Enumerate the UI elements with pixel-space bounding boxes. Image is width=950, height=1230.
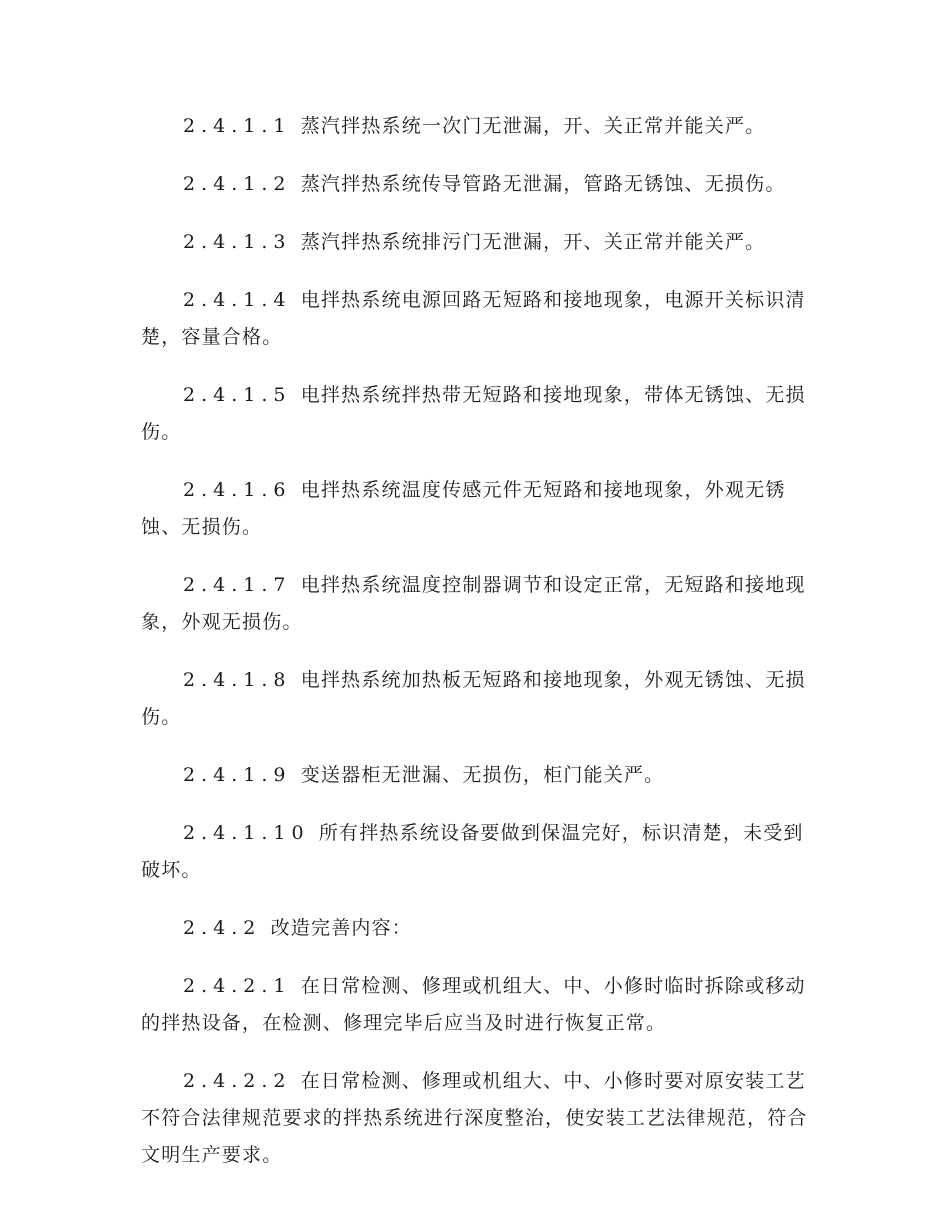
clause-text: 在日常检测、修理或机组大、中、小修时临时拆除或移动的拌热设备，在检测、修理完毕后应当及时进行恢复正常。 [141,975,806,1034]
clause-number: 2.4.1.2 [183,173,292,195]
clause-text: 电拌热系统电源回路无短路和接地现象，电源开关标识清楚，容量合格。 [141,289,806,348]
section-2-4-2 [141,910,811,947]
clause-2-4-1-7 [141,567,811,641]
document-page [141,108,811,1195]
clause-text: 电拌热系统拌热带无短路和接地现象，带体无锈蚀、无损伤。 [141,384,806,443]
clause-number: 2.4.1.6 [183,479,292,501]
clause-2-4-1-4 [141,282,811,356]
clause-number: 2.4.1.10 [183,822,310,844]
clause-number: 2.4.2 [183,917,262,939]
clause-text: 蒸汽拌热系统传导管路无泄漏，管路无锈蚀、无损伤。 [300,173,786,195]
clause-2-4-1-10 [141,815,811,889]
clause-2-4-1-6 [141,472,811,546]
clause-text: 在日常检测、修理或机组大、中、小修时要对原安装工艺不符合法律规范要求的拌热系统进行深度整治，使安装工艺法律规范，符合文明生产要求。 [141,1070,808,1166]
clause-number: 2.4.2.1 [183,975,292,997]
clause-number: 2.4.1.1 [183,115,292,137]
clause-2-4-1-8 [141,662,811,736]
clause-number: 2.4.2.2 [183,1070,292,1092]
clause-2-4-1-2 [141,166,811,203]
clause-number: 2.4.1.5 [183,384,292,406]
clause-number: 2.4.1.3 [183,231,292,253]
clause-text: 蒸汽拌热系统排污门无泄漏，开、关正常并能关严。 [300,231,766,253]
clause-text: 蒸汽拌热系统一次门无泄漏，开、关正常并能关严。 [300,115,766,137]
clause-text: 电拌热系统温度控制器调节和设定正常，无短路和接地现象，外观无损伤。 [141,574,806,633]
clause-2-4-1-9 [141,757,811,794]
clause-text: 电拌热系统加热板无短路和接地现象，外观无锈蚀、无损伤。 [141,669,806,728]
clause-number: 2.4.1.8 [183,669,292,691]
clause-text: 变送器柜无泄漏、无损伤，柜门能关严。 [300,764,665,786]
clause-number: 2.4.1.7 [183,574,292,596]
clause-text: 所有拌热系统设备要做到保温完好，标识清楚，未受到破坏。 [141,822,804,881]
clause-number: 2.4.1.4 [183,289,292,311]
clause-2-4-2-1 [141,968,811,1042]
clause-number: 2.4.1.9 [183,764,292,786]
clause-2-4-1-1 [141,108,811,145]
clause-2-4-1-3 [141,224,811,261]
clause-2-4-2-2 [141,1063,811,1174]
clause-text: 电拌热系统温度传感元件无短路和接地现象，外观无锈蚀、无损伤。 [141,479,786,538]
clause-text: 改造完善内容： [270,917,413,939]
clause-2-4-1-5 [141,377,811,451]
